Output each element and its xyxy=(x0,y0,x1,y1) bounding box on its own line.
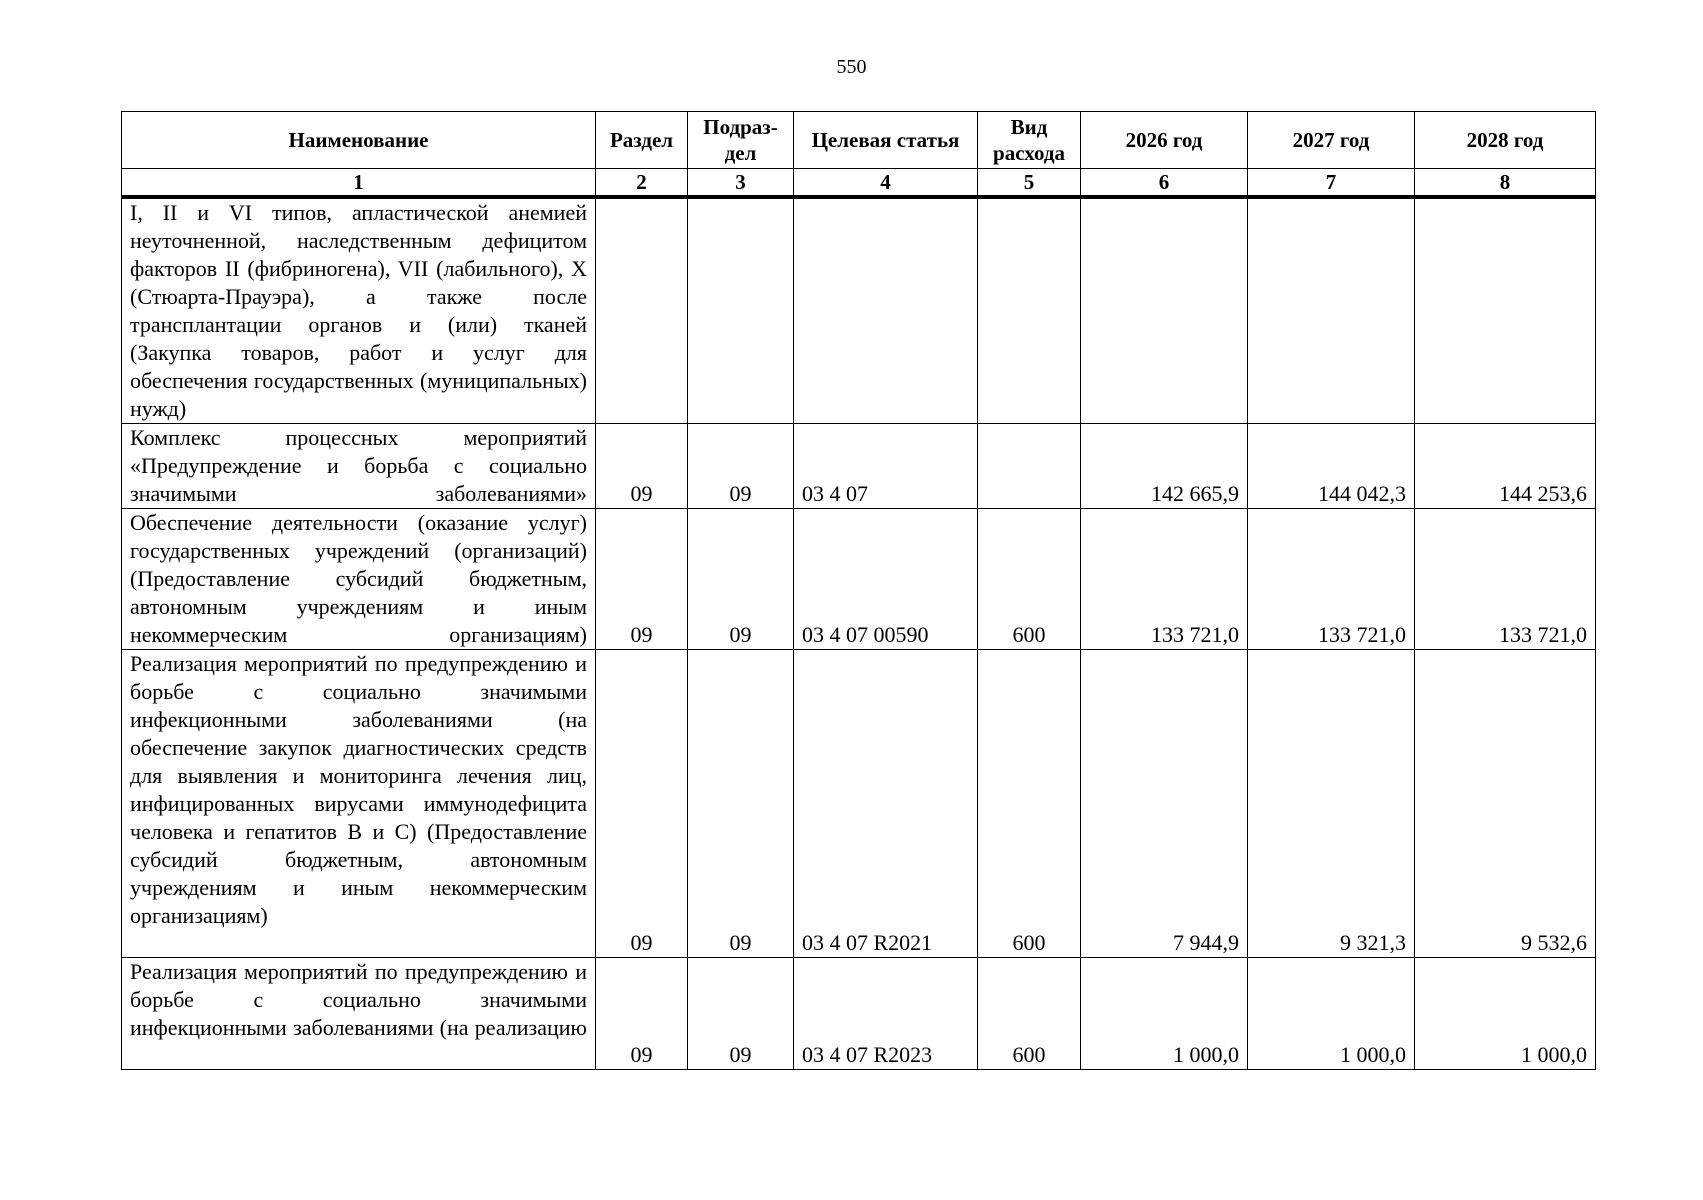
row-name: Реализация мероприятий по предупреждению и борьбе с социально значимыми инфекционными заболеваниями (на реализацию xyxy=(122,958,596,1070)
header-expense-type: Вид расхода xyxy=(978,112,1081,169)
row-target-article: 03 4 07 xyxy=(794,424,978,509)
row-section: 09 xyxy=(596,509,688,650)
header-target-article: Целевая статья xyxy=(794,112,978,169)
row-section: 09 xyxy=(596,958,688,1070)
header-2026: 2026 год xyxy=(1081,112,1248,169)
row-expense-type: 600 xyxy=(978,958,1081,1070)
table-row xyxy=(122,509,1596,650)
row-value-2027 xyxy=(1248,197,1415,424)
row-target-article: 03 4 07 00590 xyxy=(794,509,978,650)
row-value-2027: 9 321,3 xyxy=(1248,650,1415,958)
header-section: Раздел xyxy=(596,112,688,169)
table-row xyxy=(122,197,1596,424)
column-number: 1 xyxy=(122,169,596,198)
header-name: Наименование xyxy=(122,112,596,169)
row-value-2027: 144 042,3 xyxy=(1248,424,1415,509)
row-subsection: 09 xyxy=(688,509,794,650)
column-number: 2 xyxy=(596,169,688,198)
row-section: 09 xyxy=(596,424,688,509)
row-expense-type xyxy=(978,197,1081,424)
row-section xyxy=(596,197,688,424)
row-subsection: 09 xyxy=(688,424,794,509)
row-expense-type: 600 xyxy=(978,509,1081,650)
row-value-2026: 133 721,0 xyxy=(1081,509,1248,650)
row-expense-type: 600 xyxy=(978,650,1081,958)
column-number: 5 xyxy=(978,169,1081,198)
row-subsection: 09 xyxy=(688,650,794,958)
row-value-2027: 133 721,0 xyxy=(1248,509,1415,650)
row-subsection xyxy=(688,197,794,424)
column-number: 7 xyxy=(1248,169,1415,198)
row-value-2026: 7 944,9 xyxy=(1081,650,1248,958)
header-subsection: Подраз-дел xyxy=(688,112,794,169)
row-value-2027: 1 000,0 xyxy=(1248,958,1415,1070)
column-number: 3 xyxy=(688,169,794,198)
column-number: 6 xyxy=(1081,169,1248,198)
row-name: Обеспечение деятельности (оказание услуг) государственных учреждений (организаций) (Предоставление субсидий бюджетным, автономным учреждениям и иным некоммерческим организациям) xyxy=(122,509,596,650)
row-target-article: 03 4 07 R2023 xyxy=(794,958,978,1070)
row-value-2028: 1 000,0 xyxy=(1415,958,1596,1070)
row-value-2028: 133 721,0 xyxy=(1415,509,1596,650)
header-2027: 2027 год xyxy=(1248,112,1415,169)
row-name: Реализация мероприятий по предупреждению и борьбе с социально значимыми инфекционными заболеваниями (на обеспечение закупок диагностических средств для выявления и мониторинга лечения лиц, инфицированных вирусами иммунодефицита человека и гепатитов B и C) (Предоставление субсидий бюджетным, автономным учреждениям и иным некоммерческим организациям) xyxy=(122,650,596,958)
row-name: I, II и VI типов, апластической анемией неуточненной, наследственным дефицитом факторов II (фибриногена), VII (лабильного), X (Стюарта-Прауэра), а также после трансплантации органов и (или) тканей (Закупка товаров, работ и услуг для обеспечения государственных (муниципальных) нужд) xyxy=(122,197,596,424)
row-value-2026: 1 000,0 xyxy=(1081,958,1248,1070)
row-expense-type xyxy=(978,424,1081,509)
row-name: Комплекс процессных мероприятий «Предупреждение и борьба с социально значимыми заболеваниями» xyxy=(122,424,596,509)
column-number-row xyxy=(122,169,1596,198)
row-value-2026 xyxy=(1081,197,1248,424)
row-value-2028: 144 253,6 xyxy=(1415,424,1596,509)
table-row xyxy=(122,958,1596,1070)
page-number: 550 xyxy=(836,56,867,78)
table-row xyxy=(122,424,1596,509)
row-target-article: 03 4 07 R2021 xyxy=(794,650,978,958)
column-number: 8 xyxy=(1415,169,1596,198)
row-subsection: 09 xyxy=(688,958,794,1070)
row-section: 09 xyxy=(596,650,688,958)
header-row xyxy=(122,112,1596,169)
header-2028: 2028 год xyxy=(1415,112,1596,169)
row-target-article xyxy=(794,197,978,424)
column-number: 4 xyxy=(794,169,978,198)
row-value-2026: 142 665,9 xyxy=(1081,424,1248,509)
table-row xyxy=(122,650,1596,958)
row-value-2028 xyxy=(1415,197,1596,424)
row-value-2028: 9 532,6 xyxy=(1415,650,1596,958)
budget-table xyxy=(121,111,1596,1070)
